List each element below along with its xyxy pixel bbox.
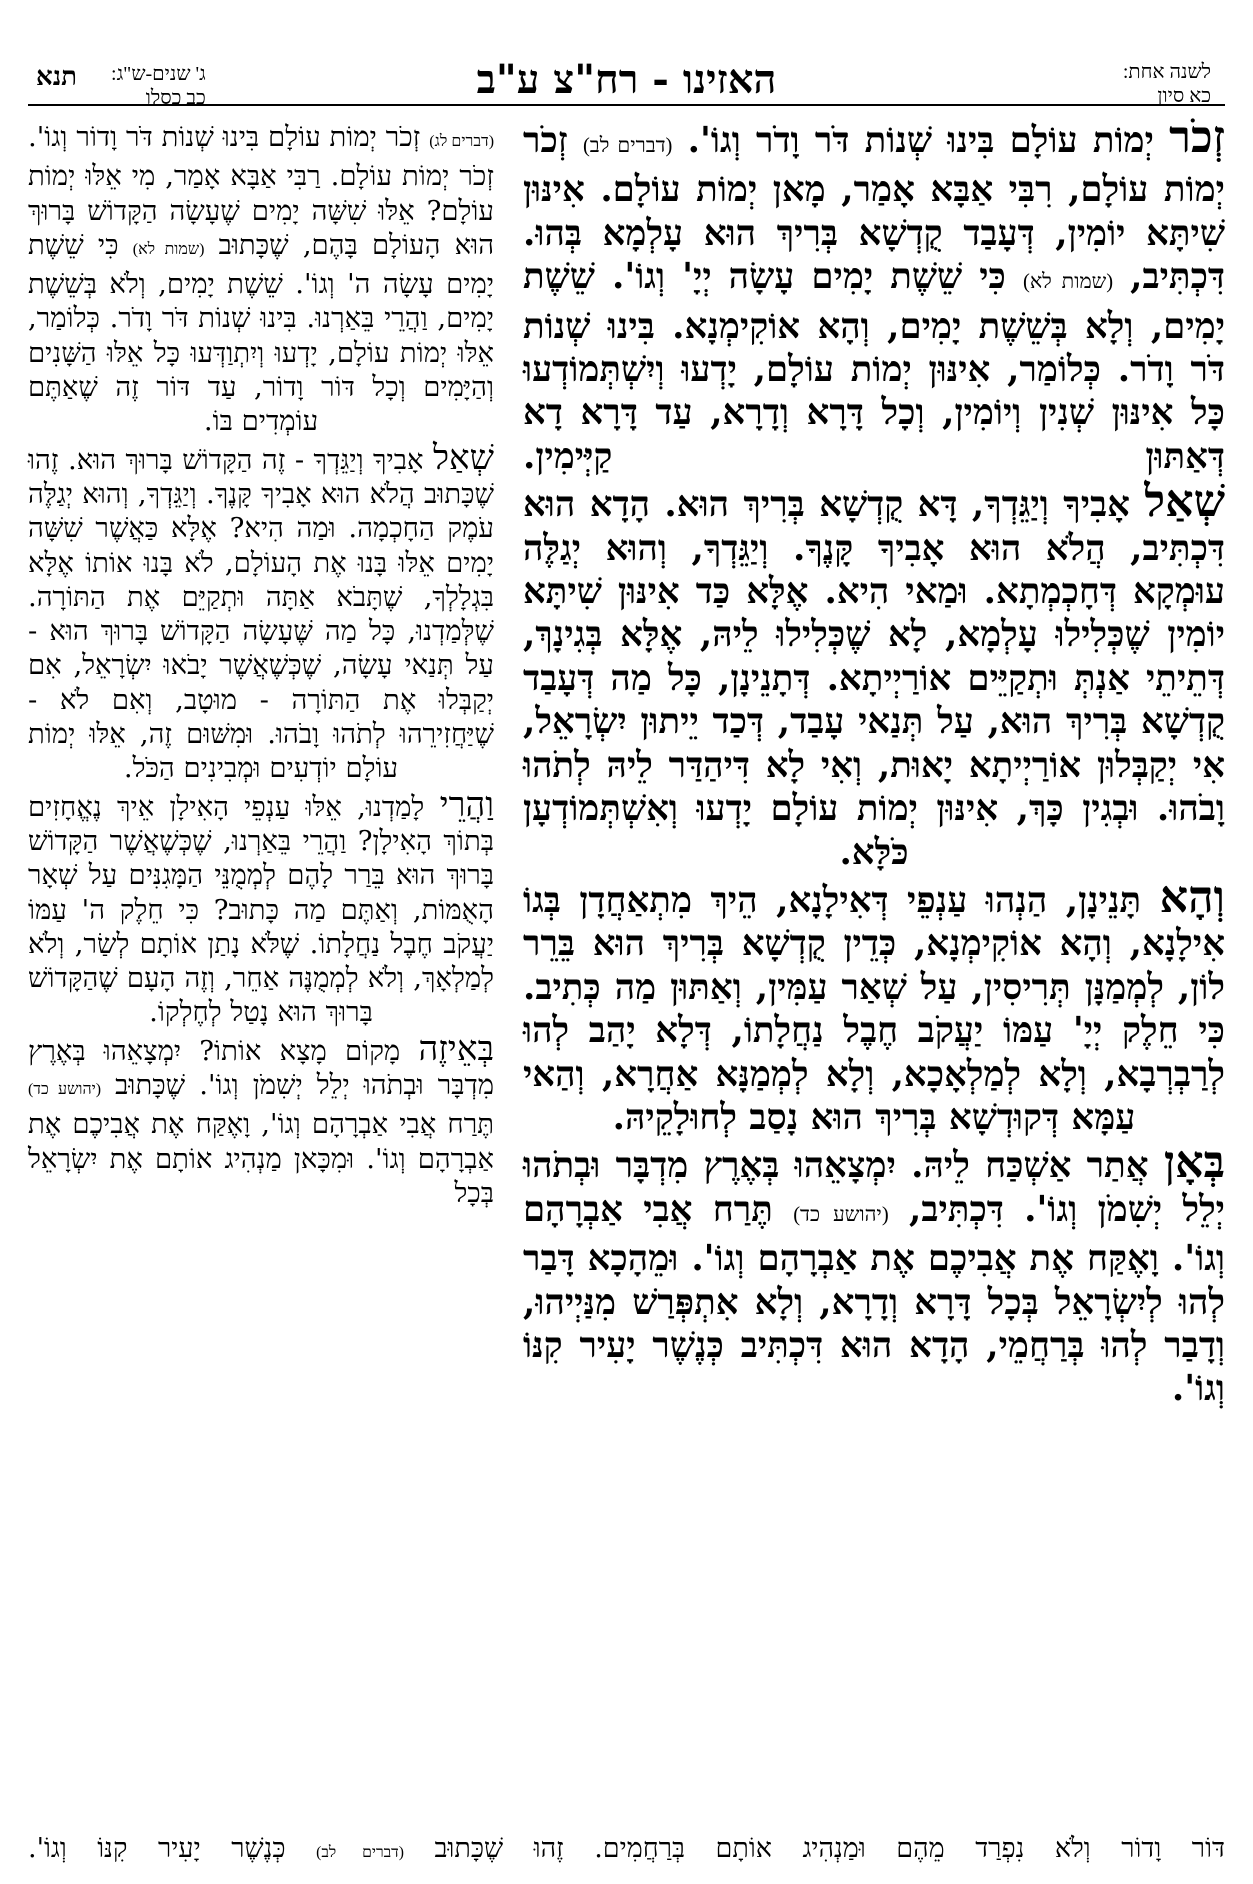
dibbur-hamatchil: בְּאָן	[1163, 1136, 1225, 1189]
schedule-date: כב כסלו	[145, 87, 206, 109]
footer-continuation-line: דּוֹר וָדוֹר וְלֹא נִפְרַד מֵהֶם וּמַנְהִיג אוֹתָם בְּרַחֲמִים. זֶהוּ שֶׁכָּתוּב (דברים לב) כְּנֶשֶׁר יָעִיר קִנּוֹ וְגוֹ'.	[28, 1833, 1225, 1864]
schedule-date: כא סיון	[1157, 85, 1211, 107]
hebrew-translation-column	[28, 120, 494, 1210]
main-paragraph: זְכֹר יְמוֹת עוֹלָם בִּינוּ שְׁנוֹת דֹּר וָדֹר וְגוֹ'. (דברים לב) זְכֹר יְמוֹת עוֹלָם, רִבִּי אַבָּא אָמַר, מָאן יְמוֹת עוֹלָם. אִינּוּן שִׁיתָּא יוֹמִין, דְּעָבַד קֻדְשָׁא בְּרִיךְ הוּא עָלְמָא בְּהוּ. דִּכְתִּיב, (שמות לא) כִּי שֵׁשֶׁת יָמִים עָשָׂה יְיָ' וְגוֹ'. שֵׁשֶׁת יָמִים, וְלָא בְּשֵׁשֶׁת יָמִים, וְהָא אוֹקִימְנָא. בִּינוּ שְׁנוֹת דֹּר וָדֹר. כְּלוֹמַר, אִינּוּן יְמוֹת עוֹלָם, יָדְעוּ וְיִשְׁתְּמוֹדְעוּ כָּל אִינּוּן שְׁנִין וְיוֹמִין, וְכָל דָּרָא וְדָרָא, עַד דָּרָא דָא דְּאַתּוּן קַיְּימִין.	[523, 111, 1226, 477]
schedule-label: ג' שנים-ש"ג:	[111, 63, 206, 85]
dibbur-hamatchil: שְׁאַל	[1144, 475, 1226, 528]
header-left	[36, 62, 206, 110]
source-reference: (שמות לא)	[132, 240, 205, 258]
page-title: האזינו - רח"צ ע"ב	[476, 56, 777, 103]
schedule-label: לשנה אחת:	[1122, 61, 1211, 83]
source-reference: (דברים לב)	[582, 135, 673, 157]
source-reference: (שמות לא)	[1022, 271, 1114, 294]
dibbur-hamatchil: בְּאֵיזֶה	[418, 1028, 494, 1069]
source-reference: (דברים לג)	[429, 133, 494, 150]
main-paragraph: וְהָא תָּנֵינָן, הַנְהוּ עַנְפֵי דְּאִילָנָא, הֵיךְ מִתְאַחֲדָן בְּגוֹ אִילָנָא, וְהָא אוֹקִימְנָא, כְּדֵין קֻדְשָׁא בְּרִיךְ הוּא בֵּרֵר לוֹן, לְמְמַנָּן תְּרִיסִין, עַל שְׁאַר עַמִּין, וְאַתּוּן מַה כְּתִיב. כִּי חֵלֶק יְיָ' עַמּוֹ יַעֲקֹב חֶבֶל נַחֲלָתוֹ, דְּלָא יָהַב לְהוּ לְרַבְרְבָא, וְלָא לְמַלְאָכָא, וְלָא לְמְמַנָּא אַחֲרָא, וְהַאי עַמָּא דְּקוּדְשָׁא בְּרִיךְ הוּא נָסַב לְחוּלָקֵיהּ.	[523, 870, 1225, 1138]
dibbur-hamatchil: זְכֹר	[1169, 111, 1226, 163]
commentary-paragraph: בְּאֵיזֶה מָקוֹם מָצָא אוֹתוֹ? יִמְצָאֵהוּ בְּאֶרֶץ מִדְבָּר וּבְתֹהוּ יְלֵל יְשִׁמֹן וְגוֹ'. שֶׁכָּתוּב (יהושע כד) תֶּרַח אֲבִי אַבְרָהָם וְגוֹ', וָאֶקַּח אֶת אֲבִיכֶם אֶת אַבְרָהָם וְגוֹ'. וּמִכָּאן מַנְהִיג אוֹתָם אֶת יִשְׂרָאֵל בְּכָל	[28, 1028, 495, 1209]
dibbur-hamatchil: וַהֲרֵי	[439, 784, 495, 825]
main-paragraph: בְּאָן אֲתַר אַשְׁכַּח לֵיהּ. יִמְצָאֵהוּ בְּאֶרֶץ מִדְבָּר וּבְתֹהוּ יְלֵל יְשִׁמֹן וְגוֹ'. דִּכְתִּיב, (יהושע כד) תֶּרַח אֲבִי אַבְרָהָם וְגוֹ'. וָאֶקַּח אֶת אֲבִיכֶם אֶת אַבְרָהָם וְגוֹ'. וּמֵהָכָא דָּבַר לְהוּ לְיִשְׂרָאֵל בְּכָל דָּרָא וְדָרָא, וְלָא אִתְפְּרַשׁ מִנַּיְיהוּ, וְדָבַר לְהוּ בְּרַחֲמֵי, הָדָא הוּא דִּכְתִּיב כְּנֶשֶׁר יָעִיר קִנּוֹ וְגוֹ'.	[523, 1136, 1225, 1410]
main-paragraph: שְׁאַל אָבִיךָ וְיַגֵּדְךָ, דָּא קֻדְשָׁא בְּרִיךְ הוּא. הָדָא הוּא דִּכְתִּיב, הֲלֹא הוּא אָבִיךָ קָּנֶךָ. וְיַגֵּדְךָ, וְהוּא יְגַלֶּה עוּמְקָא דְּחָכְמְתָא. וּמַאי הִיא. אֶלָּא כַּד אִינּוּן שִׁיתָּא יוֹמִין שֶׁכְּלִילוּ עָלְמָא, לָא שֶׁכְּלִילוּ לֵיהּ, אֶלָּא בְּגִינָךְ, דְּתֵיתֵי אַנְתְּ וּתְקַיֵּים אוֹרַיְיתָא. דְּתָנֵינָן, כָּל מַה דְּעָבַד קֻדְשָׁא בְּרִיךְ הוּא, עַל תְּנַאי עָבַד, דְּכַד יֵיתוּן יִשְׂרָאֵל, אִי יְקַבְּלוּן אוֹרַיְיתָא יָאוּת, וְאִי לָא דִּיהַדַּר לֵיהּ לְתֹהוּ וָבֹהוּ. וּבְגִין כָּךְ, אִינּוּן יְמוֹת עוֹלָם יָדְעוּ וְאִשְׁתְּמוֹדְעָן כֹּלָּא.	[523, 475, 1226, 873]
page-header	[0, 56, 1253, 116]
commentary-paragraph: (דברים לג) זְכֹר יְמוֹת עוֹלָם בִּינוּ שְׁנוֹת דֹּר וָדוֹר וְגוֹ'. זְכֹר יְמוֹת עוֹלָם. רַבִּי אַבָּא אָמַר, מִי אֵלּוּ יְמוֹת עוֹלָם? אֵלּוּ שִׁשָּׁה יָמִים שֶׁעָשָׂה הַקָּדוֹשׁ בָּרוּךְ הוּא הָעוֹלָם בָּהֶם, שֶׁכָּתוּב (שמות לא) כִּי שֵׁשֶׁת יָמִים עָשָׂה ה' וְגוֹ'. שֵׁשֶׁת יָמִים, וְלֹא בְּשֵׁשֶׁת יָמִים, וַהֲרֵי בֵּאַרְנוּ. בִּינוּ שְׁנוֹת דֹּר וָדֹר. כְּלוֹמַר, אֵלּוּ יְמוֹת עוֹלָם, יָדְעוּ וְיִתְוַדְּעוּ כָּל אֵלּוּ הַשָּׁנִים וְהַיָּמִים וְכָל דּוֹר וָדוֹר, עַד דּוֹר זֶה שֶׁאַתֶּם עוֹמְדִים בּוֹ.	[28, 121, 495, 438]
header-rule	[28, 104, 1225, 106]
source-reference: (יהושע כד)	[28, 1081, 102, 1099]
dibbur-hamatchil: וְהָא	[1159, 870, 1225, 923]
source-reference: (דברים לב)	[316, 1844, 404, 1861]
main-aramaic-column	[523, 111, 1226, 1411]
dibbur-hamatchil: שְׁאַל	[432, 437, 494, 478]
source-reference: (יהושע כד)	[793, 1203, 889, 1226]
daily-schedule-three-year	[111, 62, 206, 110]
page-number: תנא	[36, 62, 78, 92]
commentary-paragraph: שְׁאַל אָבִיךָ וְיַגֵּדְךָ - זֶה הַקָּדוֹשׁ בָּרוּךְ הוּא. זֶהוּ שֶׁכָּתוּב הֲלֹא הוּא אָבִיךָ קָּנֶךָ. וְיַגֵּדְךָ, וְהוּא יְגַלֶּה עֹמֶק הַחָכְמָה. וּמַה הִיא? אֶלָּא כַּאֲשֶׁר שִׁשָּׁה יָמִים אֵלּוּ בָּנוּ אֶת הָעוֹלָם, לֹא בָּנוּ אוֹתוֹ אֶלָּא בִּגְלָלְךָ, שֶׁתָּבֹא אַתָּה וּתְקַיֵּם אֶת הַתּוֹרָה. שֶׁלְּמַדְנוּ, כָּל מַה שֶּׁעָשָׂה הַקָּדוֹשׁ בָּרוּךְ הוּא - עַל תְּנַאי עָשָׂה, שֶׁכְּשֶׁאֲשֶׁר יָבֹאוּ יִשְׂרָאֵל, אִם יְקַבְּלוּ אֶת הַתּוֹרָה - מוּטָב, וְאִם לֹא - שֶׁיַּחֲזִירֵהוּ לְתֹהוּ וָבֹהוּ. וּמִשּׁוּם זֶה, אֵלּוּ יְמוֹת עוֹלָם יוֹדְעִים וּמְבִינִים הַכֹּל.	[28, 437, 494, 785]
commentary-paragraph: וַהֲרֵי לָמַדְנוּ, אֵלּוּ עַנְפֵי הָאִילָן אֵיךְ נֶאֱחָזִים בְּתוֹךְ הָאִילָן? וַהֲרֵי בֵּאַרְנוּ, שֶׁכְּשֶׁאֲשֶׁר הַקָּדוֹשׁ בָּרוּךְ הוּא בֵּרַר לָהֶם לְמְמֻנֵּי הַמָּגִנִּים עַל שְׁאָר הָאֻמּוֹת, וְאַתֶּם מַה כָּתוּב? כִּי חֵלֶק ה' עַמּוֹ יַעֲקֹב חֶבֶל נַחֲלָתוֹ. שֶׁלֹּא נָתַן אוֹתָם לְשַׂר, וְלֹא לְמַלְאָךְ, וְלֹא לְמְמֻנֶּה אַחֵר, וְזֶה הָעָם שֶׁהַקָּדוֹשׁ בָּרוּךְ הוּא נָטַל לְחֶלְקוֹ.	[28, 784, 495, 1029]
